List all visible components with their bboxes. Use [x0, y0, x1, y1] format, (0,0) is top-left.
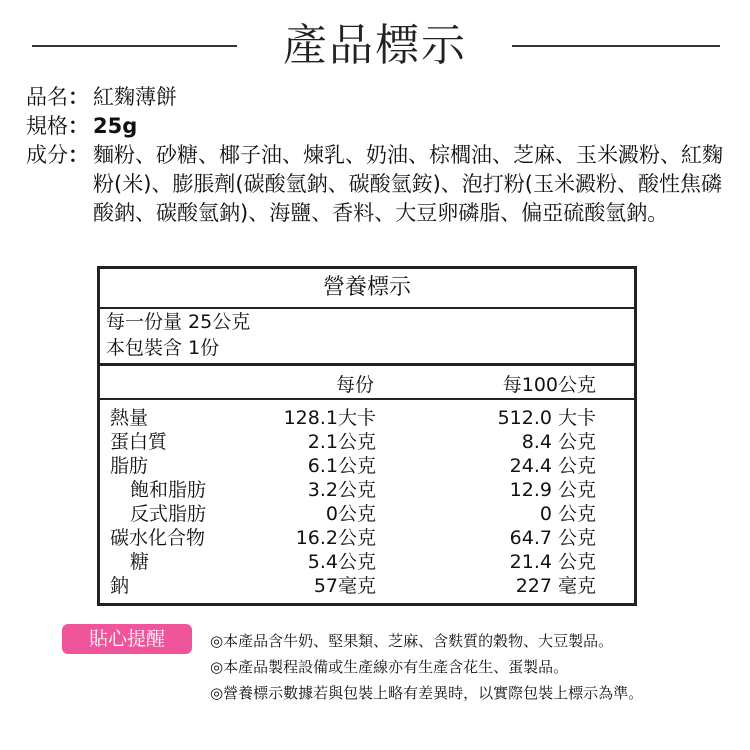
- nutrient-name: 飽和脂肪: [130, 479, 207, 501]
- nutrient-name: 熱量: [110, 407, 149, 429]
- title-divider-right: [512, 45, 720, 47]
- page-title: 產品標示: [283, 20, 467, 71]
- nutrition-row-protein: [100, 430, 634, 454]
- nutrition-row-trans-fat: [100, 502, 634, 526]
- title-divider-left: [32, 45, 237, 47]
- nutrition-row-sodium: [100, 574, 634, 598]
- tip-label-variance: ◎營養標示數據若與包裝上略有差異時，以實際包裝上標示為準。: [210, 684, 644, 702]
- nutrition-row-carbohydrate: [100, 526, 634, 550]
- serving-size: 每一份量 25公克: [106, 311, 251, 333]
- per-serving-value: 128.1大卡: [283, 407, 376, 429]
- tips-list: [210, 628, 730, 706]
- servings-per-package: 本包裝含 1份: [106, 337, 220, 359]
- tip-allergen: ◎本產品含牛奶、堅果類、芝麻、含麩質的穀物、大豆製品。: [210, 632, 614, 650]
- tips-badge: 貼心提醒: [62, 624, 192, 654]
- ingredients-label: 成分: [26, 143, 68, 167]
- per-100g-value: 24.4 公克: [509, 455, 596, 477]
- nutrition-facts-table: [97, 266, 637, 606]
- product-info: [26, 83, 726, 228]
- label-colon: ：: [68, 143, 89, 167]
- page-header: [0, 18, 750, 74]
- serving-info: [100, 309, 634, 366]
- nutrient-name: 鈉: [110, 575, 130, 597]
- product-spec-value: 25g: [93, 114, 138, 138]
- nutrient-name: 糖: [130, 551, 150, 573]
- nutrition-row-energy: [100, 406, 634, 430]
- product-spec-row: [26, 112, 726, 141]
- per-serving-value: 57毫克: [313, 575, 376, 597]
- product-name-row: [26, 83, 726, 112]
- per-100g-value: 12.9 公克: [509, 479, 596, 501]
- nutrient-name: 蛋白質: [110, 431, 168, 453]
- per-serving-header: 每份: [335, 374, 374, 396]
- per-100g-value: 21.4 公克: [509, 551, 596, 573]
- nutrient-name: 脂肪: [110, 455, 149, 477]
- ingredients-value: 麵粉、砂糖、椰子油、煉乳、奶油、棕櫚油、芝麻、玉米澱粉、紅麴粉(米)、膨脹劑(碳酸氫鈉、碳酸氫銨)、泡打粉(玉米澱粉、酸性焦磷酸鈉、碳酸氫鈉)、海鹽、香料、大豆卵磷脂、偏亞硫酸氫鈉。: [93, 143, 723, 225]
- product-spec-label: 規格: [26, 114, 68, 138]
- per-serving-value: 16.2公克: [295, 527, 376, 549]
- label-colon: ：: [68, 85, 89, 109]
- product-name-value: 紅麴薄餅: [93, 85, 177, 109]
- ingredients-row: [26, 141, 726, 228]
- nutrition-row-fat: [100, 454, 634, 478]
- per-serving-value: 3.2公克: [307, 479, 376, 501]
- product-name-label: 品名: [26, 85, 68, 109]
- per-serving-value: 5.4公克: [307, 551, 376, 573]
- label-colon: ：: [68, 114, 89, 138]
- per-100g-value: 64.7 公克: [509, 527, 596, 549]
- per-serving-value: 6.1公克: [307, 455, 376, 477]
- tip-production-line: ◎本產品製程設備或生產線亦有生產含花生、蛋製品。: [210, 658, 569, 676]
- nutrition-column-headers: [100, 366, 634, 400]
- nutrition-row-sugar: [100, 550, 634, 574]
- per-100g-value: 227 毫克: [515, 575, 596, 597]
- per-100g-value: 512.0 大卡: [497, 407, 596, 429]
- nutrient-name: 反式脂肪: [130, 503, 207, 525]
- per-100g-header: 每100公克: [502, 374, 596, 396]
- nutrient-name: 碳水化合物: [110, 527, 206, 549]
- per-serving-value: 0公克: [325, 503, 376, 525]
- nutrition-rows: [100, 400, 634, 598]
- nutrition-title: 營養標示: [100, 269, 634, 309]
- per-100g-value: 8.4 公克: [521, 431, 596, 453]
- nutrition-row-saturated-fat: [100, 478, 634, 502]
- per-serving-value: 2.1公克: [307, 431, 376, 453]
- per-100g-value: 0 公克: [539, 503, 596, 525]
